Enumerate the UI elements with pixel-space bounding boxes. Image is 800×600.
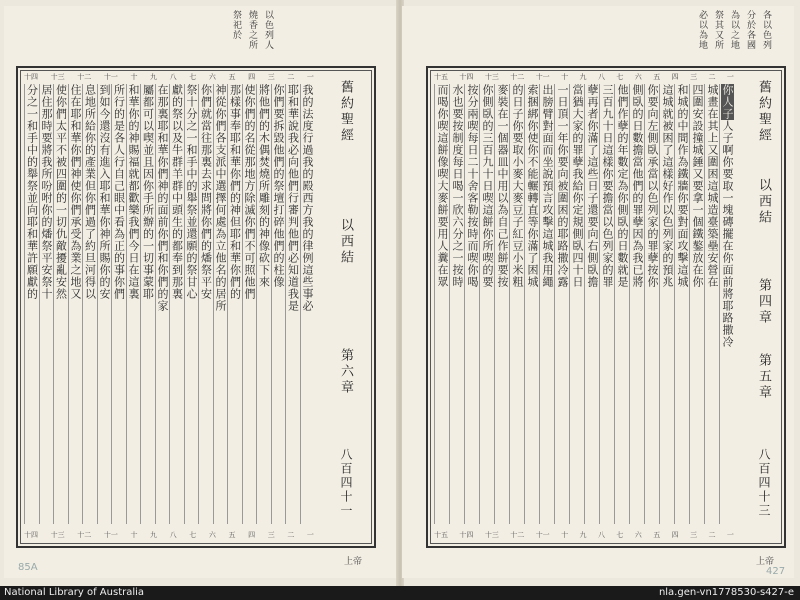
text-column: 這城就被困了這樣好作以色列家的預兆 <box>659 84 674 524</box>
top-note: 燒香之所 <box>247 10 257 50</box>
verse-marker: 十二 <box>510 73 525 81</box>
verse-marker: 一 <box>726 73 734 81</box>
right-page <box>402 6 794 578</box>
text-column: 孽再者你滿了這些日子還要向右側臥擔 <box>584 84 599 524</box>
verse-marker: 七 <box>189 73 197 81</box>
verse-marker: 六 <box>208 73 216 81</box>
left-sheet-mark: 上帝 <box>344 557 363 567</box>
text-column: 和華你的神賜福就都歡樂我們今日在這裏 <box>126 84 141 524</box>
text-column: 使你們的名從那地方除滅你們不可照他們 <box>242 84 257 524</box>
right-verse-markers <box>434 72 734 82</box>
text-column: 城畫在其上又圍困這城造臺築壘安營在 <box>704 84 719 524</box>
left-page-number: 八百四十一 <box>339 448 353 518</box>
left-footnote-line <box>24 530 314 540</box>
footnote-marker: 十三 <box>484 531 499 539</box>
verse-marker: 五 <box>228 73 236 81</box>
right-runner-book: 以西結 <box>756 178 771 226</box>
text-column: 當猶大家的罪孽我給你定規側臥四十日 <box>569 84 584 524</box>
footnote-marker: 八 <box>597 531 605 539</box>
text-column: 你人子人子啊你要取一塊磚擺在你面前將耶路撒冷 <box>719 84 734 524</box>
right-top-notes <box>552 10 772 66</box>
footnote-marker: 三 <box>690 531 698 539</box>
footnote-marker: 三 <box>267 531 275 539</box>
footnote-marker: 十四 <box>24 531 38 539</box>
left-top-notes <box>104 10 274 66</box>
left-runner-chapter: 第六章 <box>338 348 353 396</box>
text-column: 將他們的木偶焚燒所雕刻的神像砍下來 <box>256 84 271 524</box>
text-column: 息地所給你的產業但你們過了約旦河得以 <box>82 84 97 524</box>
verse-marker: 一 <box>306 73 314 81</box>
text-column: 屬都可以喫並且因你手所辦的一切事蒙耶 <box>140 84 155 524</box>
credit-library: National Library of Australia <box>4 587 145 598</box>
text-column: 按分兩喫每日二十舍客勒按時而喫你喝 <box>464 84 479 524</box>
footnote-marker: 六 <box>208 531 216 539</box>
footnote-marker: 十二 <box>510 531 525 539</box>
verse-marker: 四 <box>248 73 256 81</box>
verse-marker: 八 <box>169 73 177 81</box>
footnote-marker: 五 <box>653 531 661 539</box>
text-column: 三百九十日這樣你要擔當以色列家的罪 <box>599 84 614 524</box>
text-column: 他們作孽的年數定為你側臥的日數就是 <box>614 84 629 524</box>
footnote-marker: 七 <box>616 531 624 539</box>
chapter-start-highlight: 你人子 <box>721 84 734 120</box>
text-column: 我的法度行過我的殿西方我的律例這些事必 <box>300 84 315 524</box>
top-note: 為以之地 <box>729 10 739 50</box>
text-column: 水也要按制度每日喝一欣六分之一按時 <box>449 84 464 524</box>
text-column: 側臥的日數擔當他們的罪孽因為我已將 <box>629 84 644 524</box>
right-text-frame <box>426 66 786 548</box>
text-column: 而喝你喫這餅像喫大麥餅要用人糞在眾 <box>434 84 449 524</box>
verse-marker: 四 <box>671 73 679 81</box>
verse-marker: 二 <box>287 73 295 81</box>
top-note: 祭祀於 <box>231 10 241 40</box>
footnote-marker: 一 <box>726 531 734 539</box>
left-pencil-note: 85A <box>18 562 38 573</box>
footnote-marker: 七 <box>189 531 197 539</box>
left-verse-markers <box>24 72 314 82</box>
verse-marker: 十四 <box>24 73 38 81</box>
text-column: 在那裏耶和華你們神的面前你們和你們的家 <box>155 84 170 524</box>
top-note: 各以色列 <box>761 10 771 50</box>
credit-identifier: nla.gen-vn1778530-s427-e <box>658 587 794 598</box>
text-column: 的日子你要取小麥大麥豆子紅豆小米粗 <box>509 84 524 524</box>
right-footnote-line <box>434 530 734 540</box>
text-column: 你們要拆毀他們的祭壇打碎他們的柱像 <box>271 84 286 524</box>
footnote-marker: 九 <box>579 531 587 539</box>
text-column: 麥裝在一個器皿中用以為自己作餅要按 <box>494 84 509 524</box>
text-column: 四圍安設撞城錘又要拿一個鐵鏊放在你 <box>689 84 704 524</box>
footnote-marker: 十二 <box>77 531 92 539</box>
right-sheet-mark: 上帝 <box>756 557 775 567</box>
verse-marker: 九 <box>150 73 158 81</box>
left-runner-book: 以西結 <box>338 218 353 266</box>
left-runner-title: 舊約聖經 <box>338 80 353 144</box>
verse-marker: 五 <box>653 73 661 81</box>
left-text-columns <box>24 84 314 524</box>
verse-marker: 十三 <box>484 73 499 81</box>
verse-marker: 三 <box>267 73 275 81</box>
verse-marker: 十二 <box>77 73 92 81</box>
text-column: 祭十分之一和手中的舉祭並還願的祭甘心 <box>184 84 199 524</box>
footnote-marker: 六 <box>634 531 642 539</box>
top-note: 祭其又所 <box>713 10 723 50</box>
verse-marker: 十五 <box>434 73 448 81</box>
footnote-marker: 二 <box>287 531 295 539</box>
footnote-marker: 十一 <box>103 531 118 539</box>
text-column: 神從你們各支派中選擇何處為立他名的居所 <box>213 84 228 524</box>
right-runner-title: 舊約聖經 <box>756 80 771 144</box>
right-runner-chapter-b: 第五章 <box>756 353 771 401</box>
footnote-marker: 八 <box>169 531 177 539</box>
footnote-marker: 十一 <box>535 531 550 539</box>
verse-marker: 二 <box>708 73 716 81</box>
verse-marker: 三 <box>690 73 698 81</box>
top-note: 必以為地 <box>697 10 707 50</box>
right-text-columns <box>434 84 734 524</box>
text-column: 你要向左側臥承當以色列家的罪孽按你 <box>644 84 659 524</box>
right-runner-chapter-a: 第四章 <box>756 278 771 326</box>
verse-marker: 十一 <box>103 73 118 81</box>
verse-marker: 十四 <box>459 73 474 81</box>
text-column: 你側臥的三百九十日喫這餅你所喫的要 <box>479 84 494 524</box>
footnote-marker: 十 <box>561 531 569 539</box>
verse-marker: 十三 <box>50 73 65 81</box>
top-note: 分於各國 <box>745 10 755 50</box>
verse-marker: 六 <box>634 73 642 81</box>
right-pencil-note: 427 <box>766 566 786 577</box>
verse-marker: 八 <box>597 73 605 81</box>
text-column: 所行的是各人行自己眼中看為正的事你們 <box>111 84 126 524</box>
verse-marker: 十 <box>561 73 569 81</box>
footnote-marker: 四 <box>671 531 679 539</box>
verse-marker: 九 <box>579 73 587 81</box>
footnote-marker: 九 <box>150 531 158 539</box>
footnote-marker: 十五 <box>434 531 448 539</box>
verse-marker: 十一 <box>535 73 550 81</box>
text-column: 居住那時要將我所吩咐你的燔祭平安祭十 <box>39 84 54 524</box>
left-text-frame <box>16 66 376 548</box>
footnote-marker: 十 <box>130 531 138 539</box>
text-column: 到如今還沒有進入耶和華你神所賜你的安 <box>97 84 112 524</box>
footnote-marker: 一 <box>306 531 314 539</box>
footnote-marker: 十三 <box>50 531 65 539</box>
text-column: 分之一和手中的舉祭並向耶和華許願獻的 <box>24 84 39 524</box>
text-column: 和城的中間作為鐵牆你要對面攻擊這城 <box>674 84 689 524</box>
text-column: 住在耶和華你們神使你們承受為業之地又 <box>68 84 83 524</box>
text-column: 出膀臂對面而坐說預言攻擊這城我用繩 <box>539 84 554 524</box>
text-column: 索捆綁你使你不能輾轉直等你滿了困城 <box>524 84 539 524</box>
text-column: 那樣事奉耶和華你們的神但耶和華你們的 <box>227 84 242 524</box>
left-page <box>4 6 396 578</box>
footnote-marker: 十四 <box>459 531 474 539</box>
text-column: 獻的祭以及牛群羊群中頭生的都奉到那裏 <box>169 84 184 524</box>
text-column: 你們就當往那裏去求問將你們的燔祭平安 <box>198 84 213 524</box>
text-column: 使你們太平不被四圍的一切仇敵擾亂安然 <box>53 84 68 524</box>
text-column: 耶和華說我必向他們行審判他們必知道我是 <box>285 84 300 524</box>
verse-marker: 七 <box>616 73 624 81</box>
text-column: 一日頂一年你要向被圍困的耶路撒冷露 <box>554 84 569 524</box>
verse-marker: 十 <box>130 73 138 81</box>
footnote-marker: 四 <box>248 531 256 539</box>
right-page-number: 八百四十三 <box>757 448 771 518</box>
footnote-marker: 二 <box>708 531 716 539</box>
footnote-marker: 五 <box>228 531 236 539</box>
top-note: 以色列人 <box>263 10 273 50</box>
